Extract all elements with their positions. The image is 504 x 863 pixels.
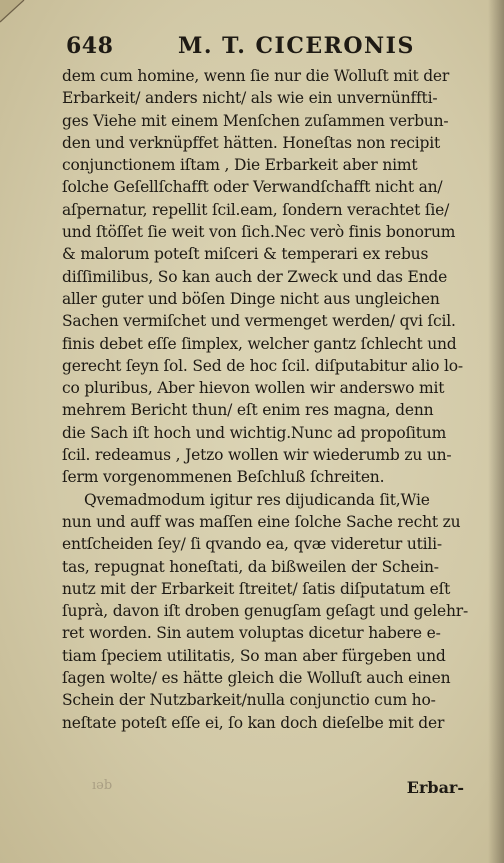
text-line: aſpernatur, repellit ſcil.eam, ſondern verachtet ſie/ [62, 200, 450, 219]
body-text [62, 65, 472, 734]
running-head: M. T. CICERONIS [178, 33, 415, 59]
text-line: tas, repugnat honeſtati, da bißweilen der Schein- [62, 557, 439, 576]
text-line: Erbarkeit/ anders nicht/ als wie ein unvernünffti- [62, 89, 438, 108]
text-line: ſerm vorgenommenen Beſchluß ſchreiten. [62, 468, 385, 487]
text-line: neſtate poteſt eſſe ei, ſo kan doch dieſelbe mit der [62, 713, 445, 732]
text-line: dem cum homine, wenn ſie nur die Wolluſt mit der [62, 67, 450, 85]
text-line: ſolche Geſellſchafft oder Verwandſchafft nicht an/ [62, 178, 443, 197]
text-line: aller guter und böſen Dinge nicht aus ungleichen [62, 289, 440, 308]
text-line: ges Viehe mit einem Menſchen zuſammen verbun- [62, 111, 449, 130]
text-line: & malorum poteſt miſceri & temperari ex rebus [62, 245, 429, 264]
text-line: Sachen vermiſchet und vermenget werden/ qvi ſcil. [62, 312, 456, 331]
page-number: 648 [66, 33, 114, 59]
text-line: und ſtöſſet ſie weit von ſich.Nec verò finis bonorum [62, 223, 456, 242]
text-line: gerecht ſeyn ſol. Sed de hoc ſcil. diſputabitur alio lo- [62, 356, 463, 375]
page-edge-shadow [488, 0, 504, 863]
text-line: die Sach iſt hoch und wichtig.Nunc ad propoſitum [62, 423, 447, 442]
text-line: tiam ſpeciem utilitatis, So man aber fürgeben und [62, 646, 446, 665]
text-line: conjunctionem iſtam , Die Erbarkeit aber nimt [62, 156, 418, 175]
text-line: nutz mit der Erbarkeit ſtreitet/ ſatis diſputatum eſt [62, 579, 451, 598]
page-header [66, 31, 486, 65]
page-corner-fold [0, 0, 28, 28]
text-line: diſſimilibus, So kan auch der Zweck und das Ende [62, 267, 448, 286]
text-line: ſcil. redeamus , Jetzo wollen wir wiederumb zu un- [62, 446, 452, 465]
text-line: ſagen wolte/ es hätte gleich die Wolluſt auch einen [62, 669, 451, 688]
text-line: ſuprà, davon iſt droben genugſam geſagt und gelehr- [62, 602, 469, 621]
text-line: entſcheiden ſey/ ſi qvando ea, qvæ videretur utili- [62, 535, 442, 554]
paragraph-start-line: Qvemadmodum igitur res dijudicanda ſit,Wie [84, 490, 430, 509]
text-line: den und verknüpffet hätten. Honeſtas non recipit [62, 133, 440, 152]
catchword: Erbar- [406, 778, 464, 797]
text-line: finis debet eſſe ſimplex, welcher gantz ſchlecht und [62, 334, 457, 353]
text-line: Schein der Nutzbarkeit/nulla conjunctio cum ho- [62, 691, 436, 710]
text-line: ret worden. Sin autem voluptas dicetur habere e- [62, 624, 441, 643]
text-line: nun und auff was maſſen eine ſolche Sache recht zu [62, 512, 461, 531]
text-line: co pluribus, Aber hievon wollen wir anderswo mit [62, 379, 445, 398]
text-line: mehrem Bericht thun/ eſt enim res magna, denn [62, 401, 434, 420]
bleed-through-mark: ıəb [92, 778, 113, 793]
